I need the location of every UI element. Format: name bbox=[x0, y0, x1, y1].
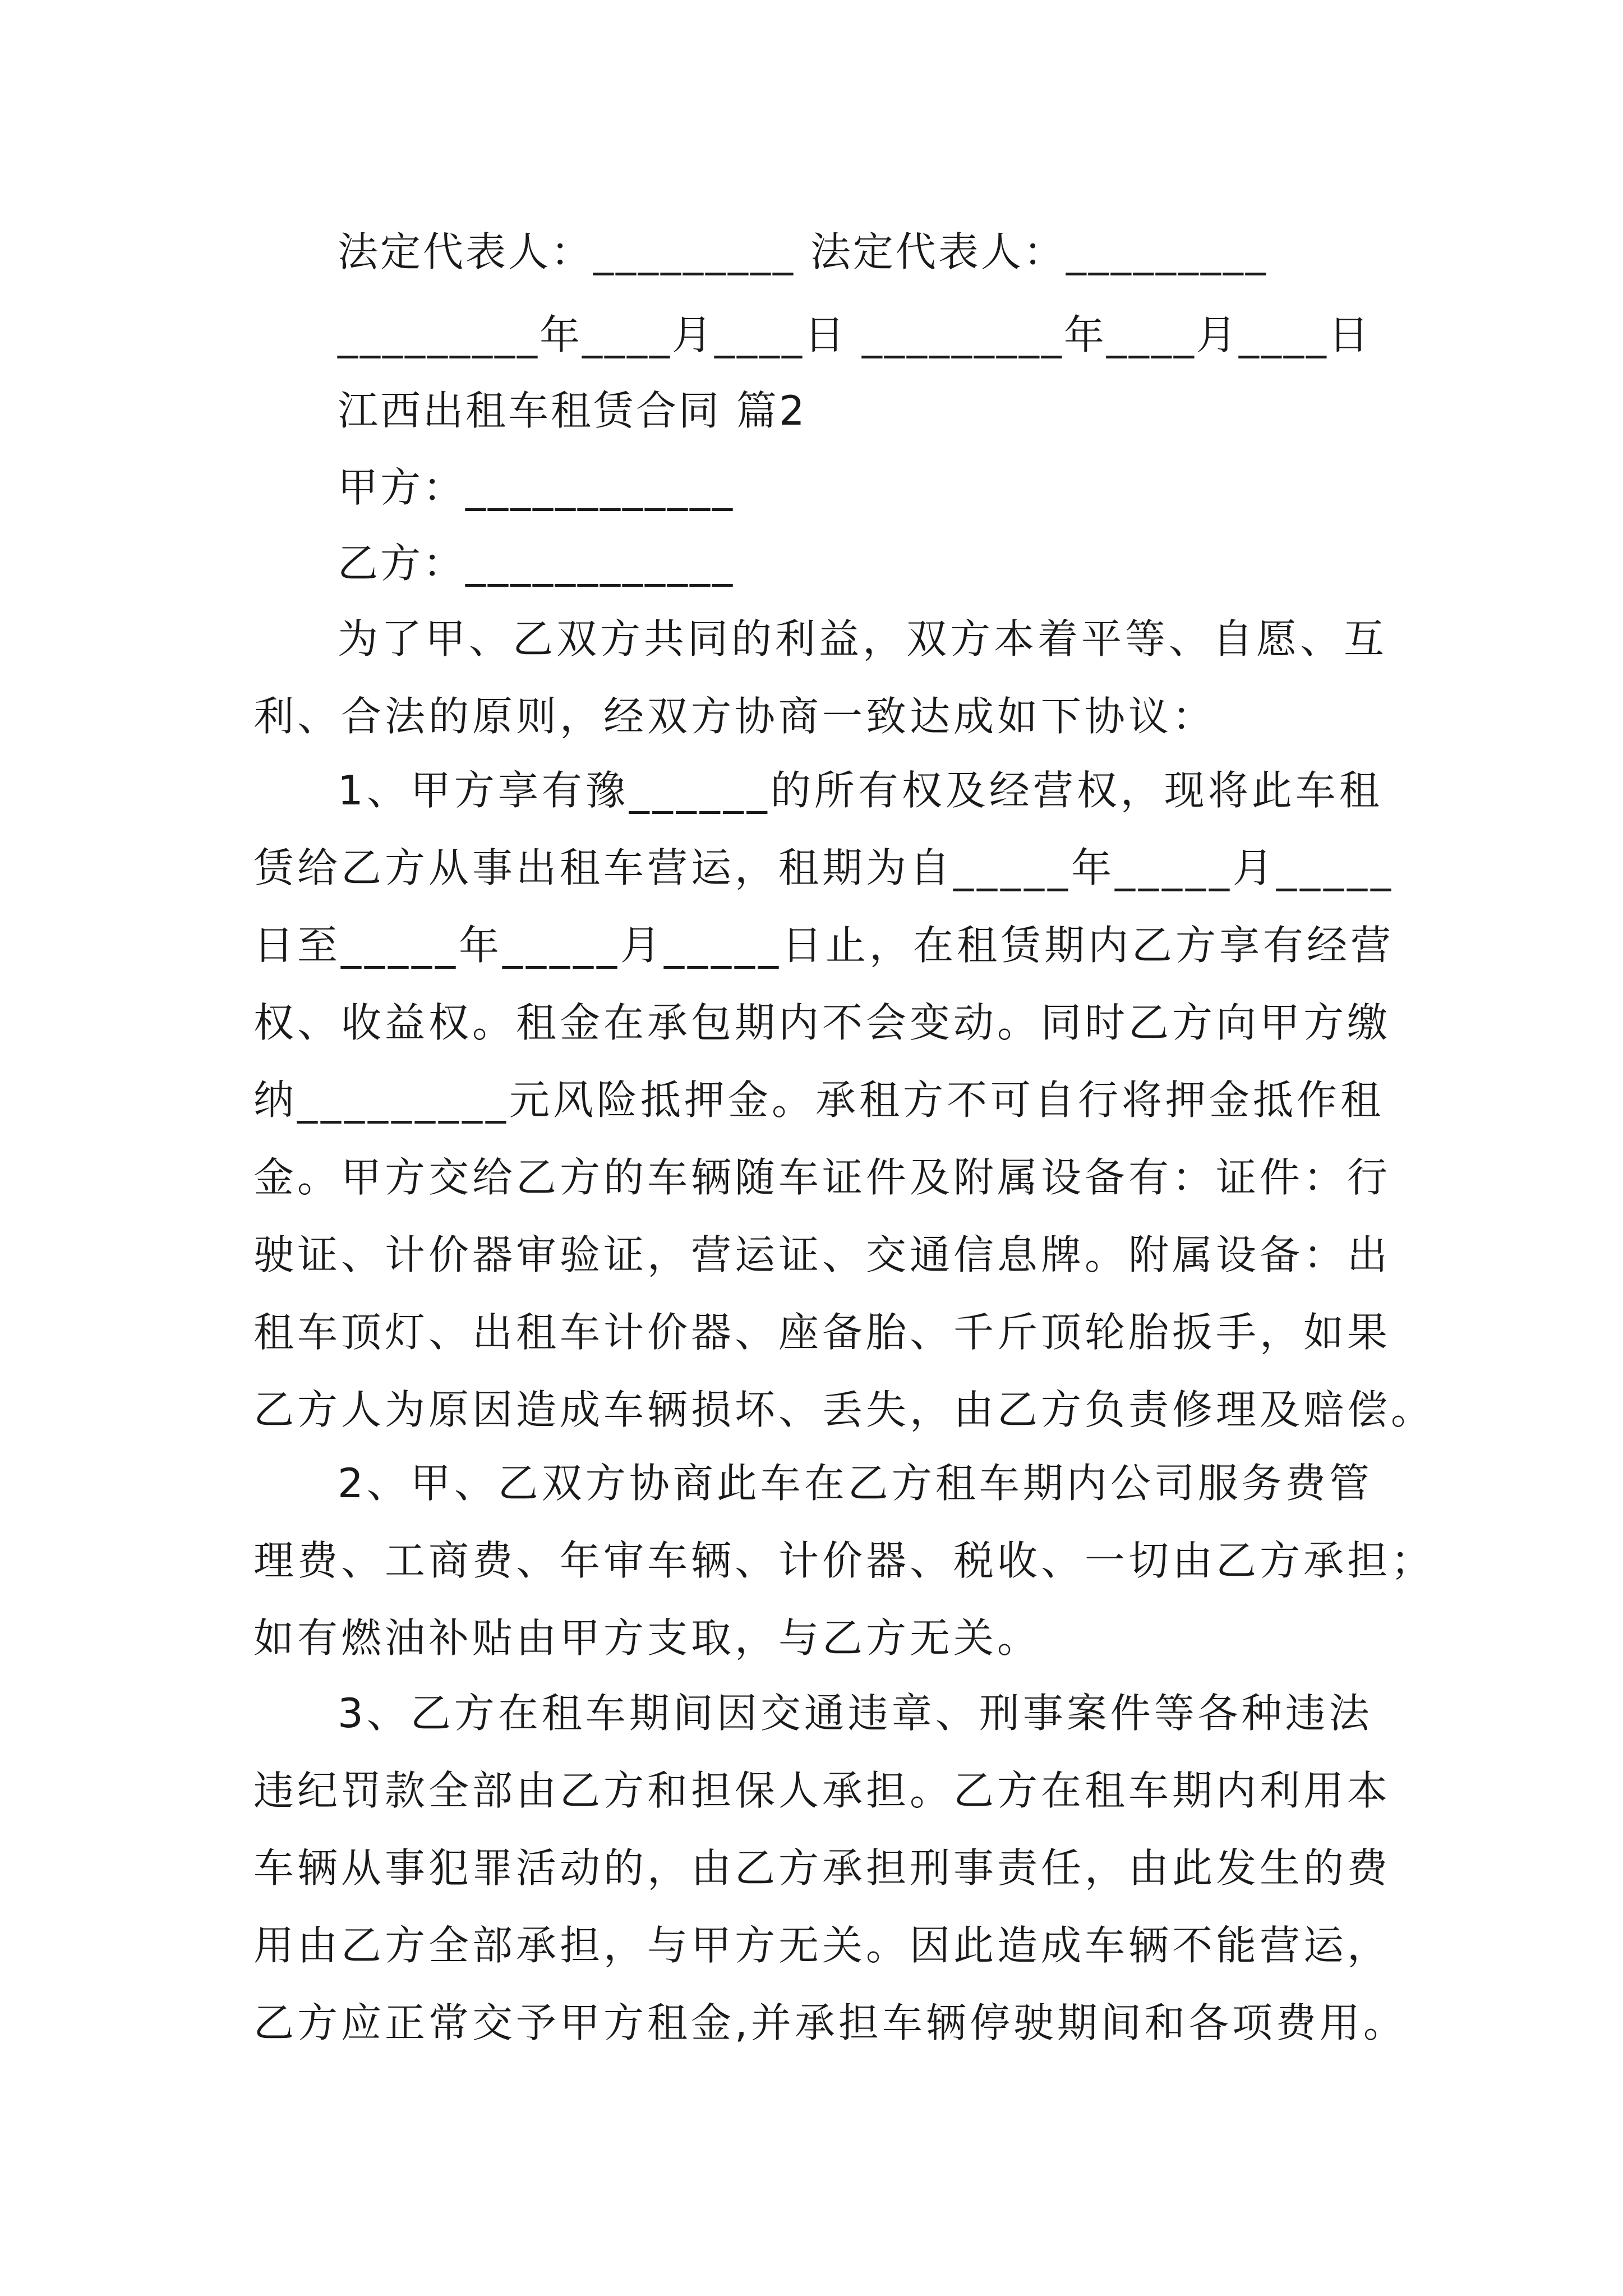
section-title: 江西出租车租赁合同 篇2 bbox=[338, 387, 807, 434]
clause-3-line: 违纪罚款全部由乙方和担保人承担。乙方在租车期内利用本 bbox=[253, 1767, 1391, 1814]
clause-3-line: 乙方应正常交予甲方租金,并承担车辆停驶期间和各项费用。 bbox=[253, 1999, 1407, 2046]
clause-1-line: 驶证、计价器审验证，营运证、交通信息牌。附属设备：出 bbox=[253, 1231, 1391, 1278]
clause-3-line: 车辆从事犯罪活动的，由乙方承担刑事责任，由此发生的费 bbox=[253, 1844, 1391, 1892]
clause-1-paragraph bbox=[253, 752, 1435, 1448]
clause-1-line: 1、甲方享有豫______的所有权及经营权，现将此车租 bbox=[338, 767, 1383, 814]
clause-1-line: 乙方人为原因造成车辆损坏、丢失，由乙方负责修理及赔偿。 bbox=[253, 1386, 1435, 1433]
clause-3-line: 3、乙方在租车期间因交通违章、刑事案件等各种违法 bbox=[338, 1690, 1373, 1737]
intro-line: 利、合法的原则，经双方协商一致达成如下协议： bbox=[253, 693, 1216, 740]
clause-1-line: 日至_____年_____月_____日止，在租赁期内乙方享有经营 bbox=[253, 922, 1395, 969]
clause-3-paragraph bbox=[253, 1674, 1407, 2062]
signature-date-line: _________年____月____日 _________年____月____日 bbox=[338, 311, 1371, 358]
clause-2-line: 理费、工商费、年审车辆、计价器、税收、一切由乙方承担； bbox=[253, 1537, 1435, 1584]
clause-2-line: 如有燃油补贴由甲方支取，与乙方无关。 bbox=[253, 1614, 1041, 1662]
clause-2-paragraph bbox=[253, 1444, 1435, 1677]
party-a-line: 甲方：____________ bbox=[338, 464, 735, 511]
clause-1-line: 金。甲方交给乙方的车辆随车证件及附属设备有：证件：行 bbox=[253, 1154, 1391, 1201]
intro-line: 为了甲、乙双方共同的利益，双方本着平等、自愿、互 bbox=[338, 615, 1388, 662]
clause-1-line: 租车顶灯、出租车计价器、座备胎、千斤顶轮胎扳手，如果 bbox=[253, 1309, 1391, 1356]
clause-1-line: 赁给乙方从事出租车营运，租期为自_____年_____月_____ bbox=[253, 844, 1395, 891]
intro-paragraph bbox=[253, 600, 1387, 755]
clause-1-line: 权、收益权。租金在承包期内不会变动。同时乙方向甲方缴 bbox=[253, 999, 1391, 1046]
legal-representative-line: 法定代表人：_________ 法定代表人：_________ bbox=[338, 228, 1268, 275]
clause-1-line: 纳_________元风险抵押金。承租方不可自行将押金抵作租 bbox=[253, 1076, 1385, 1124]
clause-3-line: 用由乙方全部承担，与甲方无关。因此造成车辆不能营运， bbox=[253, 1922, 1391, 1969]
clause-2-line: 2、甲、乙双方协商此车在乙方租车期内公司服务费管 bbox=[338, 1460, 1373, 1507]
party-b-line: 乙方：____________ bbox=[338, 540, 735, 587]
